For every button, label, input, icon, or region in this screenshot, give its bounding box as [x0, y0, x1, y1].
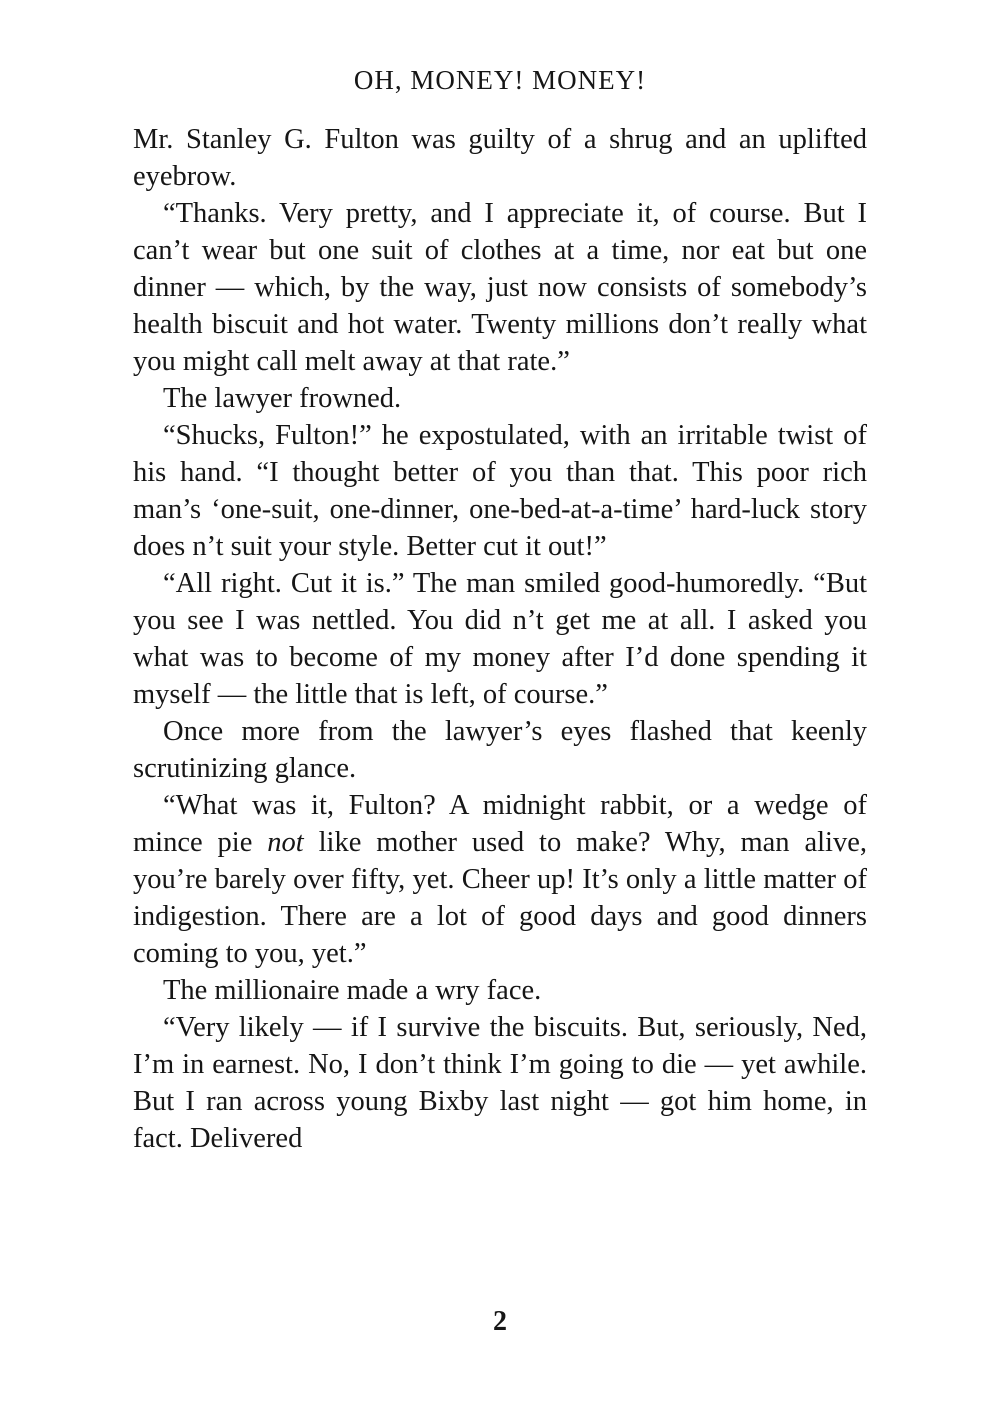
paragraph-7-text-start: “What was it, Fulton? A midnight rabbit, or a wedge of mince pie — [133, 790, 867, 858]
paragraph-9: “Very likely — if I survive the biscuits. But, seriously, Ned, I’m in earnest. No, I don’t think I’m going to die — yet awhile. But I ran across young Bixby last night — got him home, in fact. Delivered — [133, 1012, 867, 1154]
running-head: OH, MONEY! MONEY! — [353, 65, 647, 95]
paragraph-4: “Shucks, Fulton!” he expostulated, with an irritable twist of his hand. “I thought better of you than that. This poor rich man’s ‘one-suit, one-dinner, one-bed-at-a-time’ hard-luck story does n’t suit your style. Better cut it out!” — [133, 420, 867, 562]
paragraph-1: Mr. Stanley G. Fulton was guilty of a shrug and an uplifted eyebrow. — [133, 124, 867, 192]
paragraph-7-italic-word: not — [267, 827, 304, 858]
paragraph-7 — [133, 787, 867, 972]
paragraph-6: Once more from the lawyer’s eyes flashed that keenly scrutinizing glance. — [133, 716, 867, 784]
paragraph-3: The lawyer frowned. — [163, 383, 402, 414]
paragraph-2: “Thanks. Very pretty, and I appreciate it, of course. But I can’t wear but one suit of clothes at a time, nor eat but one dinner — which, by the way, just now consists of somebody’s health biscuit and hot water. Twenty millions don’t really what you might call melt away at that rate.” — [133, 198, 867, 377]
paragraph-8: The millionaire made a wry face. — [163, 975, 542, 1006]
body-text — [133, 121, 867, 1157]
page-number: 2 — [493, 1306, 507, 1337]
paragraph-5: “All right. Cut it is.” The man smiled good-humoredly. “But you see I was nettled. You did n’t get me at all. I asked you what was to become of my money after I’d done spending it myself — the little that is left, of course.” — [133, 568, 867, 710]
paragraph-7-text-end: like mother used to make? Why, man alive, you’re barely over fifty, yet. Cheer up! It’s only a little matter of indigestion. There are a lot of good days and good dinners coming to you, yet.” — [133, 827, 867, 969]
